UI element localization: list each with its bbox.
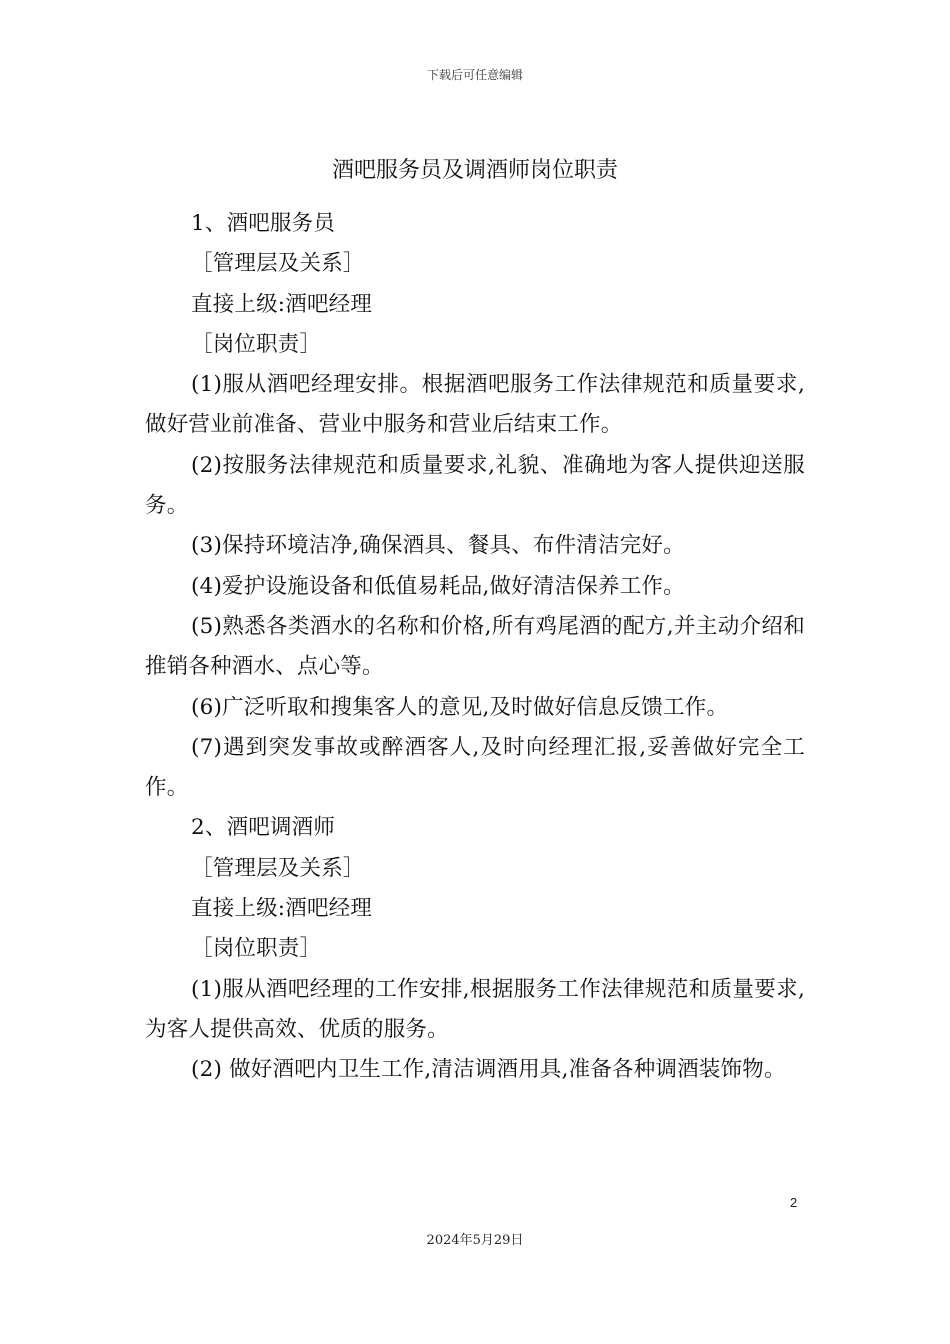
subheading-management: ［管理层及关系］ [191, 855, 365, 881]
duty-item: (4)爱护设施设备和低值易耗品,做好清洁保养工作。 [191, 573, 685, 599]
header-note: 下载后可任意编辑 [426, 68, 523, 82]
footer-date: 2024年5月29日 [426, 1233, 524, 1248]
direct-superior: 直接上级:酒吧经理 [191, 291, 373, 317]
section-heading-bar-server: 1、酒吧服务员 [191, 211, 336, 236]
direct-superior: 直接上级:酒吧经理 [191, 896, 373, 922]
document-body [145, 204, 805, 1091]
duty-item: (3)保持环境洁净,确保酒具、餐具、布件清洁完好。 [191, 533, 685, 559]
subheading-management: ［管理层及关系］ [191, 251, 365, 277]
duty-item: (2) 做好酒吧内卫生工作,清洁调酒用具,准备各种调酒装饰物。 [191, 1057, 786, 1083]
document-title: 酒吧服务员及调酒师岗位职责 [331, 158, 618, 183]
duty-item: (7)遇到突发事故或醉酒客人,及时向经理汇报,妥善做好完全工作。 [145, 734, 805, 801]
duty-item: (5)熟悉各类酒水的名称和价格,所有鸡尾酒的配方,并主动介绍和推销各种酒水、点心等。 [145, 613, 805, 680]
section-heading-bartender: 2、酒吧调酒师 [191, 815, 336, 841]
duty-item: (2)按服务法律规范和质量要求,礼貌、准确地为客人提供迎送服务。 [145, 452, 805, 519]
duty-item: (1)服从酒吧经理的工作安排,根据服务工作法律规范和质量要求,为客人提供高效、优质的服务。 [145, 976, 805, 1042]
duty-item: (6)广泛听取和搜集客人的意见,及时做好信息反馈工作。 [191, 694, 729, 720]
page-number: 2 [790, 1195, 798, 1210]
subheading-duties: ［岗位职责］ [191, 936, 322, 962]
subheading-duties: ［岗位职责］ [191, 331, 322, 357]
duty-item: (1)服从酒吧经理安排。根据酒吧服务工作法律规范和质量要求,做好营业前准备、营业中服务和营业后结束工作。 [145, 372, 805, 438]
